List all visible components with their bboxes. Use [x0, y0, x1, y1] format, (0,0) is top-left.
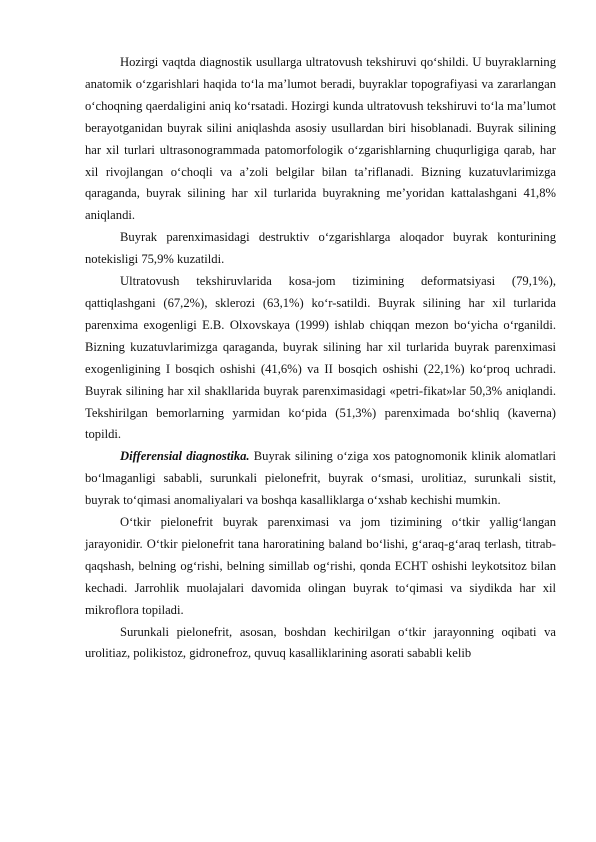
paragraph-text: Hozirgi vaqtda diagnostik usullarga ultratovush tekshiruvi qo‘shildi. U buyraklarning anatomik o‘zgarishlari haqida to‘la ma’lumot beradi, buyraklar topografiyasi va zararlangan o‘choqning qaerdaligini aniq ko‘rsatadi. Hozirgi kunda ultratovush tekshiruvi to‘la ma’lumot berayotganidan buyrak silini aniqlashda asosiy usullardan biri hisoblanadi. Buyrak silining har xil turlari ultrasonogrammada patomorfologik o‘zgarishlarning chuqurligiga qarab, har xil rivojlangan o‘choqli va a’zoli belgilar bilan ta’riflanadi. Bizning kuzatuvlarimizga qaraganda, buyrak silining har xil turlarida buyrakning me’yoridan kattalashgani 41,8% aniqlandi.	[85, 55, 556, 223]
paragraph-ultrasound-diagnostics	[85, 52, 556, 227]
paragraph-text: Buyrak silining o‘ziga xos patognomonik klinik alomatlari bo‘lmaganligi sababli, surunkali pielonefrit, buyrak o‘smasi, urolitiaz, surunkali sistit, buyrak to‘qimasi anomaliyalari va boshqa kasalliklarga o‘xshab kechishi mumkin.	[85, 449, 557, 508]
paragraph-acute-pyelonephritis	[85, 512, 556, 622]
section-heading-inline: Differensial diagnostika.	[120, 449, 250, 464]
paragraph-text: O‘tkir pielonefrit buyrak parenximasi va jom tizimining o‘tkir yallig‘langan jarayonidir. O‘tkir pielonefrit tana haroratining baland bo‘lishi, g‘araq-g‘araq terlash, titrab-qaqshash, belning og‘rishi, belning simillab og‘rishi, qonda ECHT oshishi leykotsitoz bilan kechadi. Jarrohlik muolajalari davomida olingan buyrak to‘qimasi va siydikda har xil mikroflora topiladi.	[85, 515, 556, 617]
paragraph-text: Buyrak parenximasidagi destruktiv o‘zgarishlarga aloqador buyrak konturining notekisligi 75,9% kuzatildi.	[85, 230, 556, 267]
paragraph-chronic-pyelonephritis	[85, 622, 556, 666]
paragraph-text: Ultratovush tekshiruvlarida kosa-jom tizimining deformatsiyasi (79,1%), qattiqlashgani (67,2%), sklerozi (63,1%) ko‘r-satildi. Buyrak silining har xil turlarida parenxima exogenligi E.B. Olxovskaya (1999) ishlab chiqqan mezon bo‘yicha o‘rganildi. Bizning kuzatuvlarimizga qaraganda, buyrak silining har xil turlarida buyrak parenximasi exogenligining I bosqich oshishi (41,6%) va II bosqich oshishi (22,1%) ko‘proq uchradi. Buyrak silining har xil shakllarida buyrak parenximasidagi «petri-fikat»lar 50,3% aniqlandi. Tekshirilgan bemorlarning yarmidan ko‘pida (51,3%) parenximada bo‘shliq (kaverna) topildi.	[85, 274, 556, 442]
paragraph-text: Surunkali pielonefrit, asosan, boshdan kechirilgan o‘tkir jarayonning oqibati va urolitiaz, polikistoz, gidronefroz, quvuq kasalliklarining asorati sababli kelib	[85, 624, 556, 661]
paragraph-contour-irregularity	[85, 227, 556, 271]
paragraph-differential-diagnosis	[85, 446, 556, 512]
paragraph-ultrasound-findings	[85, 271, 556, 446]
document-page	[85, 52, 556, 665]
